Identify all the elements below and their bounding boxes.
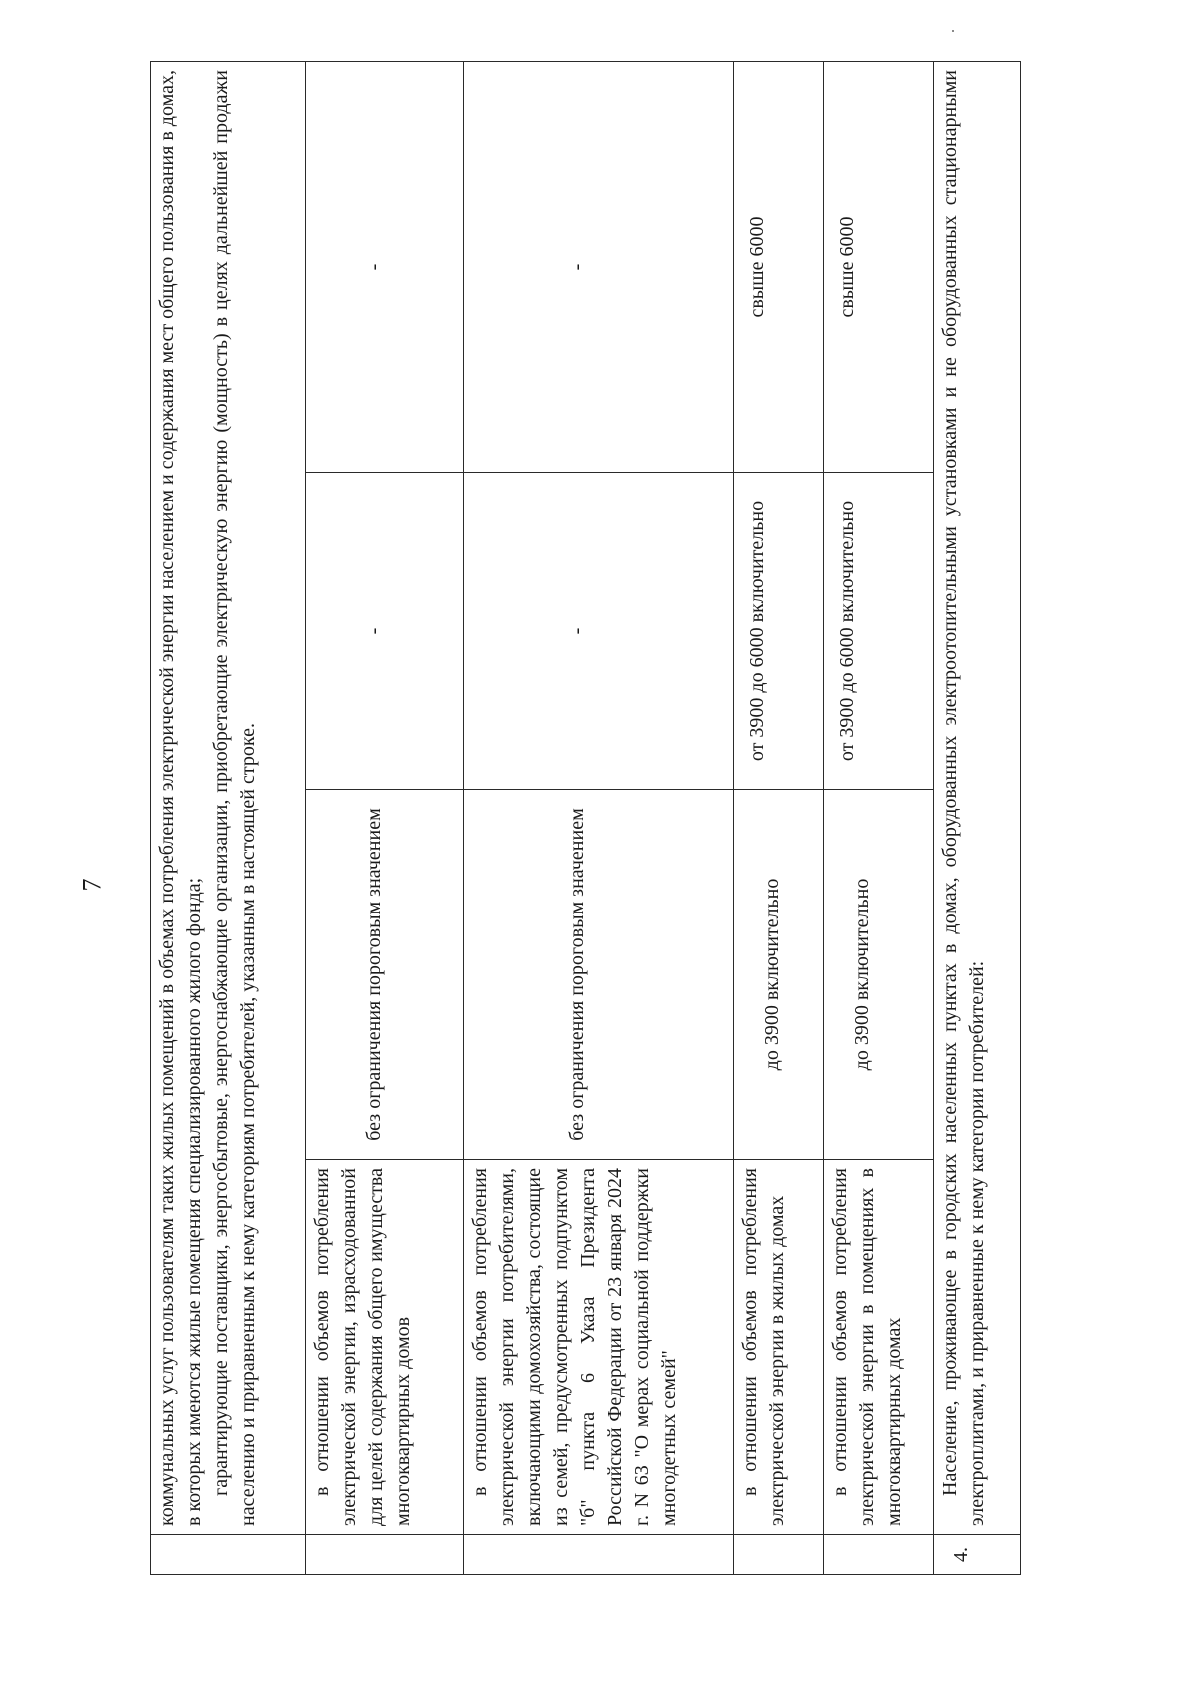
row-range-1: без ограничения пороговым значением [464,790,734,1160]
tariff-table [150,61,1021,1575]
intro-paragraph: гарантирующие поставщики, энергосбытовые, энергоснабжающие организации, приобретающие электрическую энергию (мощность) в целях дальнейшей продажи населению и приравненным к нему категориям потребителей, указанным в настоящей строке. [210,70,259,1526]
row-range-1: до 3900 включительно [734,790,824,1160]
row-range-1: без ограничения пороговым значением [306,790,464,1160]
row-description: в отношении объемов потребления электрической энергии в помещениях в многоквартирных домах [824,1160,934,1535]
item-4-text: Население, проживающее в городских населенных пунктах в домах, оборудованных электроотопительными установками и не оборудованных стационарными электроплитами, и приравненные к нему категории потребителей: [934,62,1021,1535]
row-description: в отношении объемов потребления электрической энергии, израсходованной для целей содержания общего имущества многоквартирных домов [306,1160,464,1535]
item-4-row [934,62,1021,1575]
rotated-page-content [150,62,1200,1575]
row-description: в отношении объемов потребления электрической энергии в жилых домах [734,1160,824,1535]
row-description: в отношении объемов потребления электрической энергии потребителями, включающими домохозяйства, состоящие из семей, предусмотренных подпунктом "б" пункта 6 Указа Президента Российской Федерации от 23 января 2024 г. N 63 "О мерах социальной поддержки многодетных семей" [464,1160,734,1535]
row-range-3: свыше 6000 [734,62,824,473]
row-range-3: - [306,62,464,473]
intro-row [151,62,306,1575]
row-range-2: - [306,473,464,790]
intro-line: коммунальных услуг пользователям таких жилых помещений в объемах потребления электрической энергии населением и содержания мест общего пользования в домах, в которых имеются жилые помещения специализированного жилого фонда; [156,70,205,1526]
table-row [464,62,734,1575]
row-range-2: от 3900 до 6000 включительно [824,473,934,790]
row-number-cell [306,1535,464,1575]
row-range-1: до 3900 включительно [824,790,934,1160]
row-number-cell [824,1535,934,1575]
intro-cell [151,62,306,1535]
row-range-2: от 3900 до 6000 включительно [734,473,824,790]
intro-number-cell [151,1535,306,1575]
row-number-cell [464,1535,734,1575]
row-range-3: свыше 6000 [824,62,934,473]
row-range-2: - [464,473,734,790]
page-number: 7 [77,878,107,892]
row-range-3: - [464,62,734,473]
table-row [306,62,464,1575]
scan-dot [952,30,954,32]
table-row [824,62,934,1575]
table-row [734,62,824,1575]
row-number-cell [734,1535,824,1575]
item-4-number: 4. [934,1535,1021,1575]
